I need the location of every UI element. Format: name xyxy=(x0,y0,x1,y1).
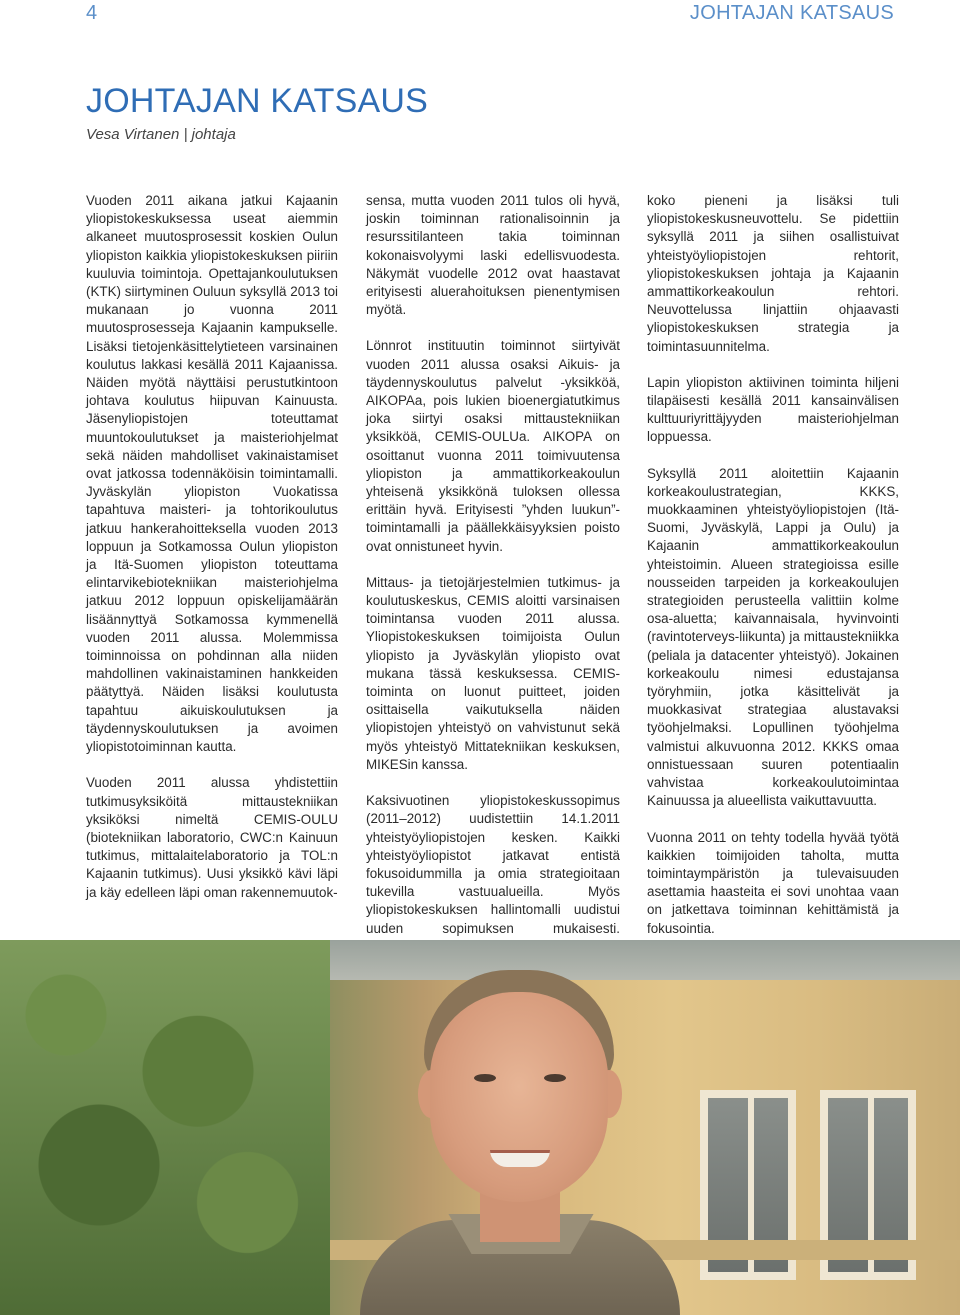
person-portrait xyxy=(360,970,680,1315)
paragraph: Kaksivuotinen yliopistokeskussopimus (2011–2012) uudistettiin 14.1.2011 yhteistyöyliopistojen kesken. Kaikki yhteistyöyliopistot jatkavat entistä fokusoidummilla ja omia strategioitaan tukevilla vastuualueilla. Myös yliopistokeskuksen hallintomalli uudistui uuden sopimuksen mukaisesti. xyxy=(366,793,620,936)
paragraph: koko pieneni ja lisäksi tuli yliopistokeskusneuvottelu. Se pidettiin syksyllä 2011 ja siihen osallistuivat yhteistyöyliopistojen rehtorit, yliopistokeskuksen johtaja ja Kajaanin ammattikorkeakoulun rehtori. Neuvottelussa linjattiin ohjaavasti yliopistokeskuksen strategia ja toimintasuunnitelma. xyxy=(647,193,899,354)
running-head: JOHTAJAN KATSAUS xyxy=(689,2,894,24)
text-column-2 xyxy=(366,192,620,974)
smile xyxy=(490,1150,550,1167)
article-title: JOHTAJAN KATSAUS xyxy=(86,82,428,120)
page-number: 4 xyxy=(86,2,98,24)
portrait-photo xyxy=(0,940,960,1315)
face xyxy=(430,992,608,1202)
eye xyxy=(474,1074,496,1082)
text-column-1 xyxy=(86,192,338,920)
paragraph: Lönnrot instituutin toiminnot siirtyivät vuoden 2011 alussa osaksi Aikuis- ja täydennyskoulutus palvelut -yksikköä, AIKOPAa, pois lukien bioenergiatutkimus joka siirtyi osaksi mittaustekniikan yksikköä, CEMIS-OULUa. AIKOPA on osoittanut vuonna 2011 toimivuutensa yliopiston ja ammattikorkeakoulun yhteisenä yksikkönä tuloksen ollessa erittäin hyvä. Erityisesti ”yhden luukun”-toimintamalli ja päällekkäisyyksien poisto ovat onnistuneet hyvin. xyxy=(366,338,620,554)
paragraph: Vuonna 2011 on tehty todella hyvää työtä kaikkien toimijoiden taholta, mutta toimintaympäristön ja tulevaisuuden asettamia haasteita ei sovi unohtaa vaan on jatkettava toiminnan kehittämistä ja fokusointia. xyxy=(647,829,899,936)
article-byline: Vesa Virtanen | johtaja xyxy=(86,126,236,143)
text-column-3 xyxy=(647,192,899,956)
paragraph: Mittaus- ja tietojärjestelmien tutkimus- ja koulutuskeskus, CEMIS aloitti varsinaisen toimintansa vuoden 2011 alussa. Yliopistokeskuksen toimijoista Oulun yliopisto ja Jyväskylän yliopisto ovat mukana tässä keskuksessa. CEMIS-toiminta on luonut puitteet, joiden osittaisella vaikutuksella näiden yliopistojen yhteistyö on vahvistunut sekä myös yhteistyö Mittatekniikan keskuksen, MIKESin kanssa. xyxy=(366,574,620,772)
paragraph: Syksyllä 2011 aloitettiin Kajaanin korkeakoulustrategian, KKKS, muokkaaminen yhteistyöyliopistojen (Itä-Suomi, Jyväskylä, Lappi ja Oulu) ja Kajaanin ammattikorkeakoulun yhteistoimin. Alueen strategioissa esille nousseiden tarpeiden ja korkeakoulujen strategioiden perusteella valittiin kolme osa-aluetta; kaivannaisala, hyvinvointi (ravintoterveys-liikunta) ja mittaustekniikka (peliala ja datacenter yhteistyö). Jokainen korkeakoulu nimesi edustajansa työryhmiin, jotka käsittelivät ja muokkasivat strategiaa alustavaksi työohjelmaksi. Lopullinen työohjelma valmistui alkuvuonna 2012. KKKS omaa onnistuessaan suuren potentiaalin vahvistaa korkeakoulutoimintaa Kainuussa ja alueellista vaikuttavuutta. xyxy=(647,465,899,809)
eye xyxy=(544,1074,566,1082)
paragraph: sensa, mutta vuoden 2011 tulos oli hyvä, joskin toiminnan rationalisoinnin ja resurssitilanteen takia toiminnan kokonaisvolyymi laski edellisvuodesta. Näkymät vuodelle 2012 ovat haastavat erityisesti aluerahoituksen pienentymisen myötä. xyxy=(366,193,620,318)
tree-foliage xyxy=(0,940,330,1315)
paragraph: Vuoden 2011 alussa yhdistettiin tutkimusyksiköitä mittaustekniikan yksiköksi nimeltä CEMIS-OULU (biotekniikan laboratorio, CWC:n Kainuun tutkimus, mittalaitelaboratorio ja TOL:n Kajaanin tutkimus). Uusi yksikkö kävi läpi ja käy edelleen läpi oman rakennemuutok- xyxy=(86,775,338,900)
paragraph: Lapin yliopiston aktiivinen toiminta hiljeni tilapäisesti kesällä 2011 kansainvälisen kulttuuriyrittäjyyden maisteriohjelman loppuessa. xyxy=(647,374,899,445)
paragraph: Vuoden 2011 aikana jatkui Kajaanin yliopistokeskuksessa useat aiemmin alkaneet muutosprosessit koskien Oulun yliopiston kaikkia yliopistokeskuksen piiriin kuuluvia toimintoja. Opettajankoulutuksen (KTK) siirtyminen Ouluun syksyllä 2013 toi mukanaan jo vuonna 2011 muutosprosesseja Kajaanin kampukselle. Lisäksi tietojenkäsittelytieteen varsinainen koulutus lakkasi kesällä 2011 Kajaanissa. Näiden myötä näyttäisi perustutkintoon johtava koulutus hiipuvan Kainuusta. Jäsenyliopistojen toteuttamat muuntokoulutukset ja maisteriohjelmat sekä näiden mahdolliset vakinaistamiset ovat jatkossa todennäköisin toimintamalli. Jyväskylän yliopiston Vuokatissa tapahtuva maisteri- ja tohtorikoulutus jatkuu hankerahoitteksella vuoden 2013 loppuun ja Sotkamossa Oulun yliopiston ja Itä-Suomen yliopiston toteuttama elintarvikebiotekniikan maisteriohjelma jatkuu 2012 loppuun opiskelijamäärän lisäännyttyä Sotkamossa kymmenellä vuoden 2011 alussa. Molemmissa toiminnoissa on pohdinnan alla niiden mahdollinen vakinaistaminen hankkeiden päätyttyä. Näiden lisäksi koulutusta tapahtuu aikuiskoulutuksen ja täydennyskoulutuksen ja avoimen yliopistotoiminnan kautta. xyxy=(86,193,338,755)
